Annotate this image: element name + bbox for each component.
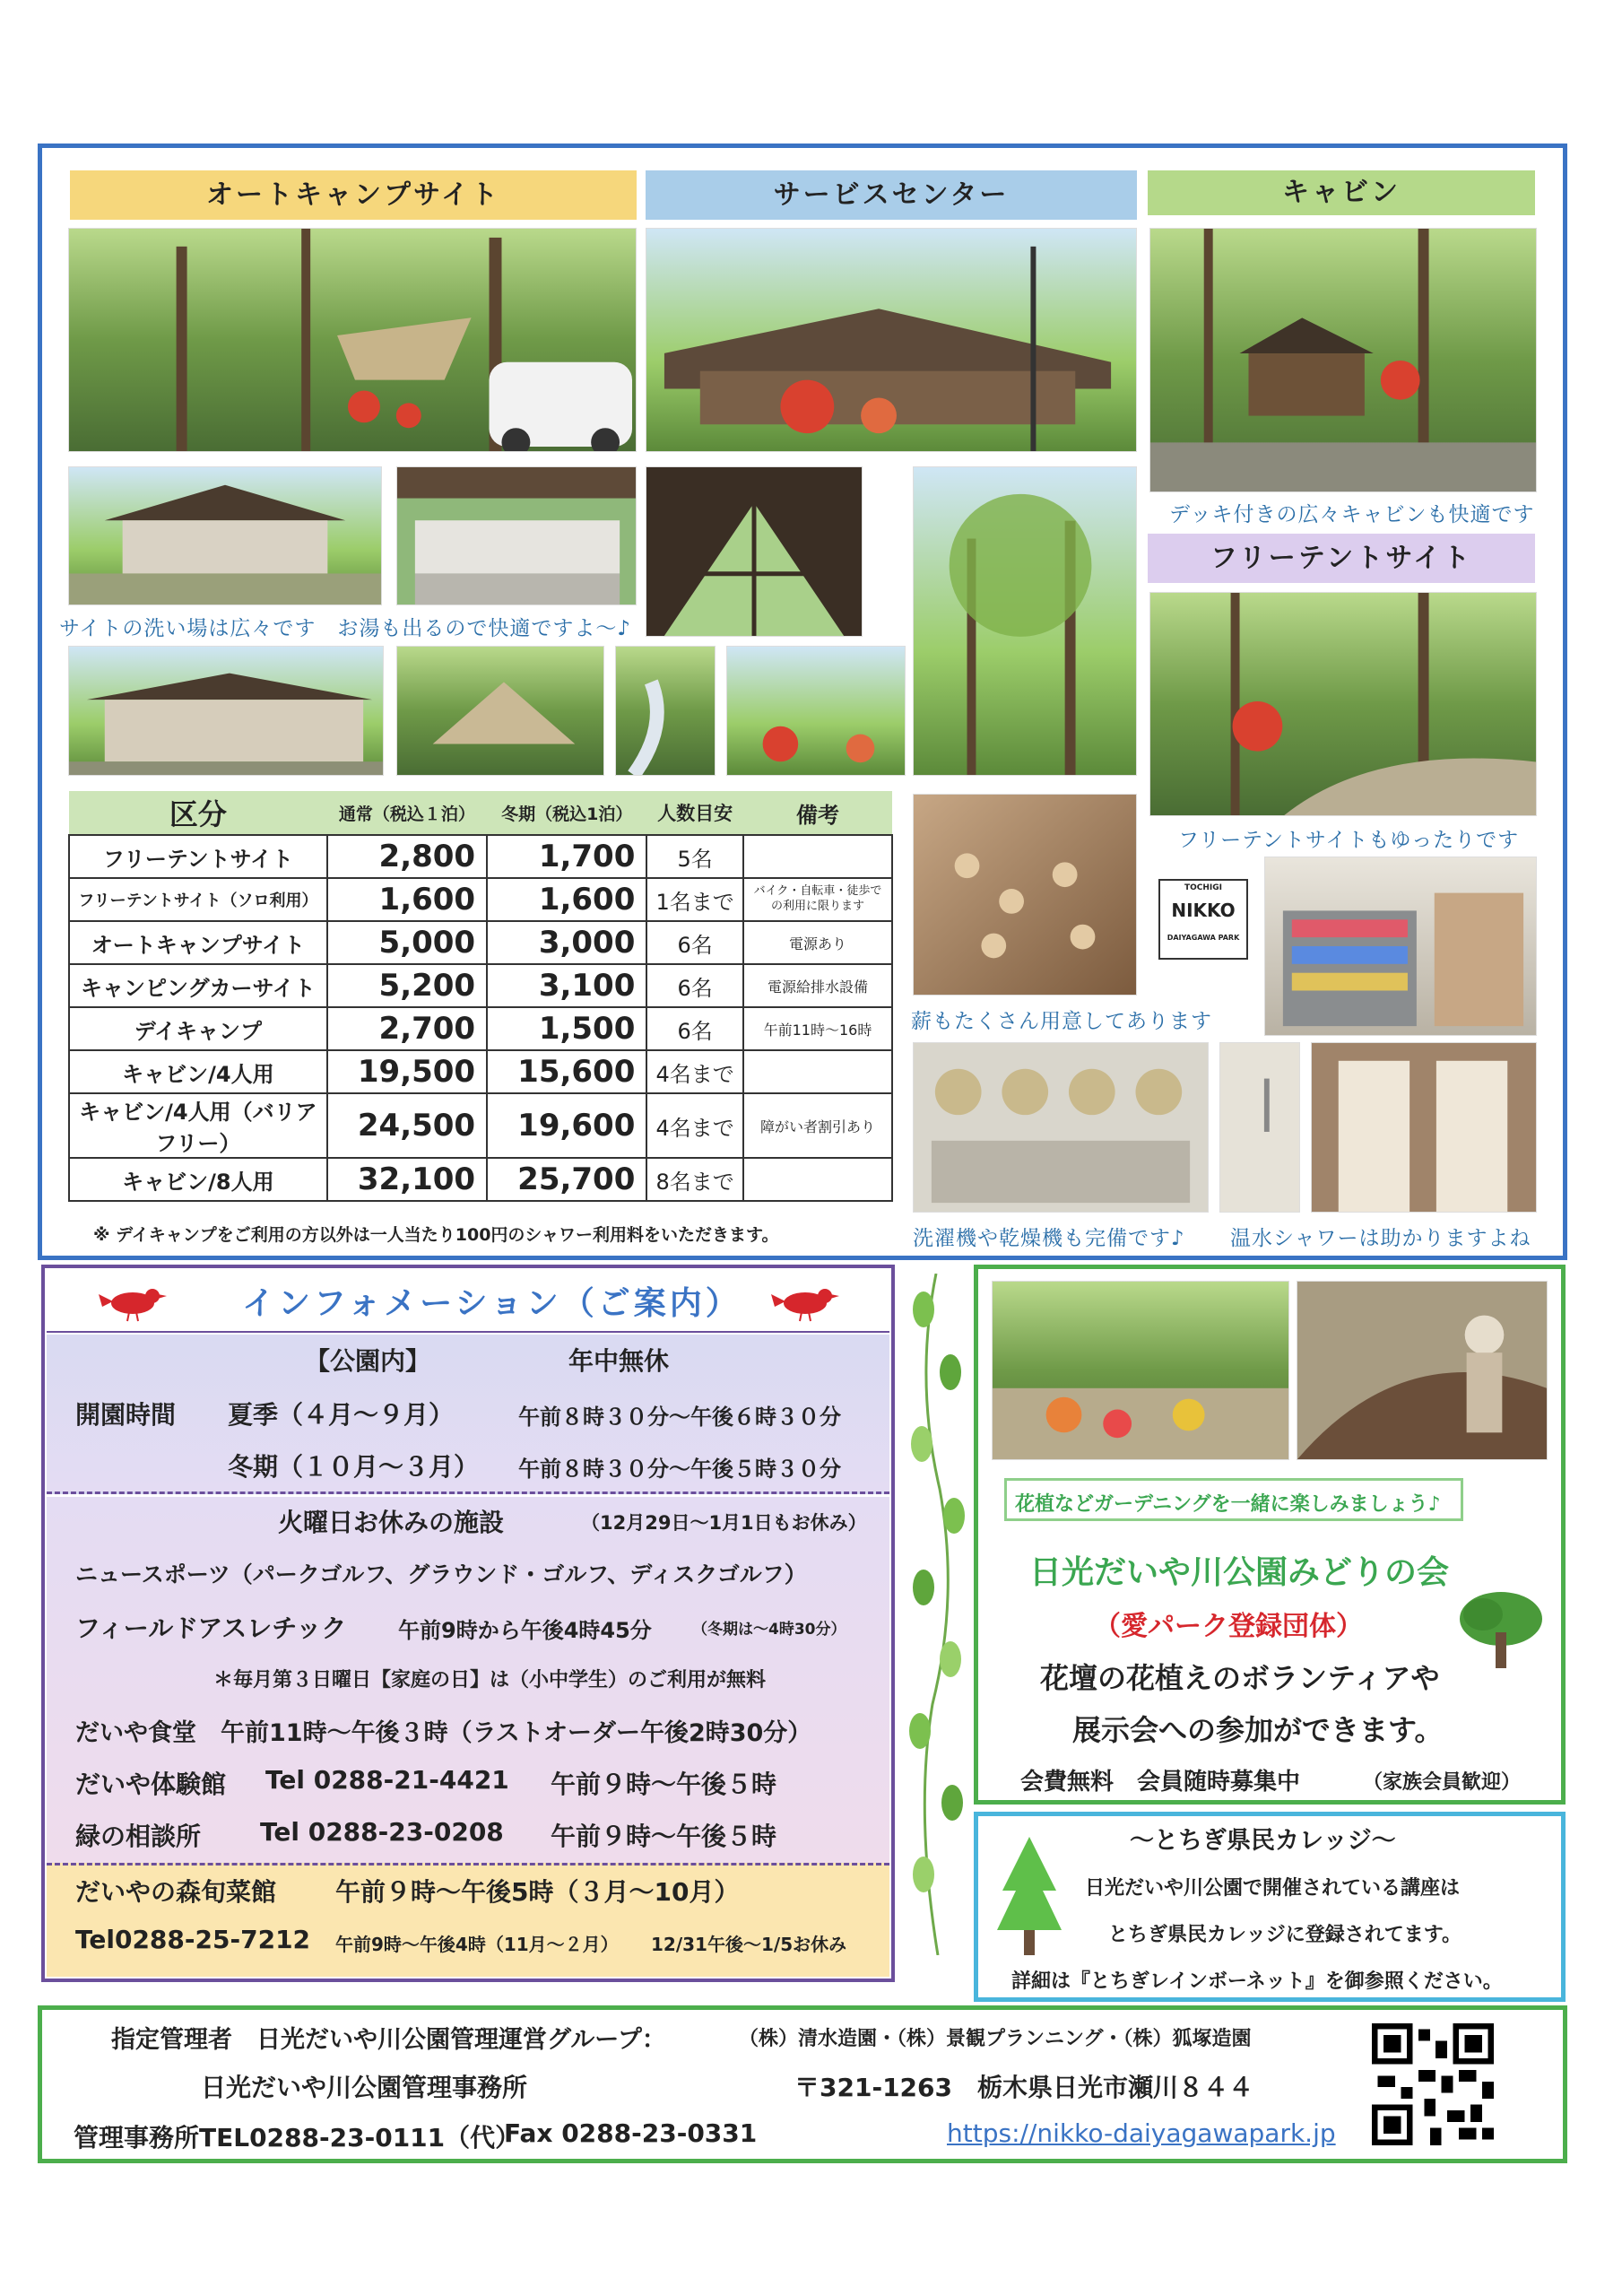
shop-tel: Tel0288-25-7212 <box>75 1925 311 1954</box>
ivy-decoration <box>897 1274 976 1955</box>
photo-shower-1 <box>1219 1042 1300 1213</box>
logo-top-text: TOCHIGI <box>1184 883 1222 892</box>
logo-bottom-text: DAIYAGAWA PARK <box>1167 934 1240 942</box>
photo-shop-interior <box>1264 857 1537 1036</box>
midori-title: 日光だいや川公園みどりの会 <box>1029 1554 1450 1591</box>
th-note: 備考 <box>743 791 892 835</box>
winter-hours: 午前８時３０分～午後５時３０分 <box>518 1457 841 1482</box>
photo-service-interior <box>646 466 863 637</box>
footer-tel: 管理事務所TEL0288-23-0111（代） <box>74 2123 521 2152</box>
summer-hours: 午前８時３０分～午後６時３０分 <box>518 1405 841 1430</box>
green-hours: 午前９時～午後５時 <box>551 1822 777 1851</box>
photo-stream <box>615 646 716 776</box>
photo-gardening-1 <box>992 1281 1289 1460</box>
photo-laundry <box>913 1042 1209 1213</box>
table-row: キャビン/4人用（バリアフリー） 24,500 19,600 4名まで 障がい者割引あり <box>69 1093 892 1158</box>
photo-toilet-building <box>68 646 384 776</box>
green-tel: Tel 0288-23-0208 <box>260 1817 504 1847</box>
newsports: ニュースポーツ（パークゴルフ、グラウンド・ゴルフ、ディスクゴルフ） <box>75 1561 807 1587</box>
th-winter: 冬期（税込1泊） <box>487 791 646 835</box>
table-row: デイキャンプ 2,700 1,500 6名 午前11時～16時 <box>69 1007 892 1050</box>
logo-main-text: NIKKO <box>1171 900 1236 921</box>
footer-address: 〒321-1263 栃木県日光市瀬川８４４ <box>794 2073 1253 2102</box>
header-service-center: サービスセンター <box>646 170 1137 220</box>
price-table <box>68 791 893 1202</box>
photo-washing-sink <box>396 466 637 605</box>
closed-title: 火曜日お休みの施設 <box>278 1508 505 1537</box>
tree-icon <box>1456 1587 1546 1668</box>
midori-line1: 花壇の花植えのボランティアや <box>1040 1661 1440 1695</box>
photo-azalea-trees <box>726 646 906 776</box>
midori-subtitle: （愛パーク登録団体） <box>1094 1611 1363 1642</box>
exp-name: だいや体験館 <box>75 1770 227 1799</box>
shop-hours: 午前９時～午後5時（３月～10月） <box>335 1877 740 1907</box>
field-label: フィールドアスレチック <box>75 1613 347 1643</box>
field-winter: （冬期は～4時30分） <box>692 1621 846 1639</box>
pine-tree-icon <box>993 1837 1065 1955</box>
hours-label: 開園時間 <box>75 1400 177 1430</box>
midori-line3-note: （家族会員歓迎） <box>1363 1771 1522 1794</box>
photo-tall-trees <box>913 466 1137 776</box>
shop-winter: 午前9時～午後4時（11月～２月） <box>335 1934 619 1955</box>
info-title: インフォメーション（ご案内） <box>242 1285 742 1322</box>
park-logo <box>1158 879 1248 960</box>
bird-icon <box>99 1278 170 1323</box>
college-line3: 詳細は『とちぎレインボーネット』を御参照ください。 <box>1011 1970 1503 1993</box>
shop-name: だいやの森旬菜館 <box>75 1877 277 1907</box>
park-open: 年中無休 <box>568 1346 670 1376</box>
th-normal: 通常（税込１泊） <box>327 791 487 835</box>
table-row: キャンピングカーサイト 5,200 3,100 6名 電源給排水設備 <box>69 964 892 1007</box>
college-line2: とちぎ県民カレッジに登録されてます。 <box>1108 1924 1462 1946</box>
caption-firewood: 薪もたくさん用意してあります <box>911 1010 1212 1033</box>
table-row: オートキャンプサイト 5,000 3,000 6名 電源あり <box>69 921 892 964</box>
footer-manager: 指定管理者 日光だいや川公園管理運営グループ： <box>111 2026 666 2054</box>
midori-caption: 花植などガーデニングを一緒に楽しみましょう♪ <box>1015 1493 1441 1516</box>
th-people: 人数目安 <box>646 791 743 835</box>
caption-washing-area: サイトの洗い場は広々です お湯も出るので快適ですよ～♪ <box>59 617 632 640</box>
photo-shower-2 <box>1311 1042 1537 1213</box>
midori-line2: 展示会への参加ができます。 <box>1072 1713 1444 1747</box>
photo-cabin <box>1149 228 1537 492</box>
college-line1: 日光だいや川公園で開催されている講座は <box>1085 1877 1461 1900</box>
bird-icon <box>771 1278 843 1323</box>
photo-firewood <box>913 794 1137 996</box>
footer-companies: （株）清水造園・（株）景観プランニング・（株）狐塚造園 <box>739 2028 1252 2050</box>
photo-auto-camp-site <box>68 228 637 452</box>
family-day: ＊毎月第３日曜日【家庭の日】は（小中学生）のご利用が無料 <box>213 1669 767 1692</box>
th-category: 区分 <box>69 791 327 835</box>
caption-free-tent: フリーテントサイトもゆったりです <box>1178 829 1520 852</box>
caption-laundry: 洗濯機や乾燥機も完備です♪ <box>913 1227 1185 1250</box>
photo-washing-shelter <box>68 466 382 605</box>
caption-cabin-deck: デッキ付きの広々キャビンも快適です <box>1169 503 1535 526</box>
photo-service-center <box>646 228 1137 452</box>
header-cabin: キャビン <box>1148 170 1535 215</box>
table-row: キャビン/4人用 19,500 15,600 4名まで <box>69 1050 892 1093</box>
website-link[interactable]: https://nikko-daiyagawapark.jp <box>947 2118 1336 2148</box>
header-auto-camp: オートキャンプサイト <box>70 170 637 220</box>
closed-note: （12月29日～1月1日もお休み） <box>581 1512 867 1534</box>
header-free-tent: フリーテントサイト <box>1148 534 1535 583</box>
winter-label: 冬期（１０月～３月） <box>228 1452 480 1482</box>
college-title: ～とちぎ県民カレッジ～ <box>1130 1827 1396 1855</box>
dining: だいや食堂 午前11時～午後３時（ラストオーダー午後2時30分） <box>75 1719 812 1747</box>
park-label: 【公園内】 <box>305 1346 431 1376</box>
photo-free-tent-site <box>1149 592 1537 816</box>
photo-gardening-2 <box>1297 1281 1548 1460</box>
caption-shower: 温水シャワーは助かりますよね <box>1230 1227 1531 1250</box>
photo-camp-tent <box>396 646 604 776</box>
exp-hours: 午前９時～午後５時 <box>551 1770 777 1799</box>
price-footnote: ※ デイキャンプをご利用の方以外は一人当たり100円のシャワー利用料をいただきます。 <box>93 1225 779 1245</box>
exp-tel: Tel 0288-21-4421 <box>265 1765 509 1795</box>
field-hours: 午前9時から午後4時45分 <box>398 1618 652 1643</box>
green-name: 緑の相談所 <box>75 1822 202 1851</box>
midori-line3: 会費無料 会員随時募集中 <box>1020 1769 1301 1796</box>
table-row: フリーテントサイト（ソロ利用） 1,600 1,600 1名まで バイク・自転車・徒歩での利用に限ります <box>69 878 892 921</box>
footer-fax: Fax 0288-23-0331 <box>504 2118 758 2148</box>
shop-closed: 12/31午後～1/5お休み <box>651 1934 847 1955</box>
footer-office: 日光だいや川公園管理事務所 <box>201 2073 528 2102</box>
table-row: フリーテントサイト 2,800 1,700 5名 <box>69 835 892 878</box>
summer-label: 夏季（４月～９月） <box>228 1400 455 1430</box>
qr-code-icon[interactable] <box>1372 2023 1494 2145</box>
table-row: キャビン/8人用 32,100 25,700 8名まで <box>69 1158 892 1201</box>
